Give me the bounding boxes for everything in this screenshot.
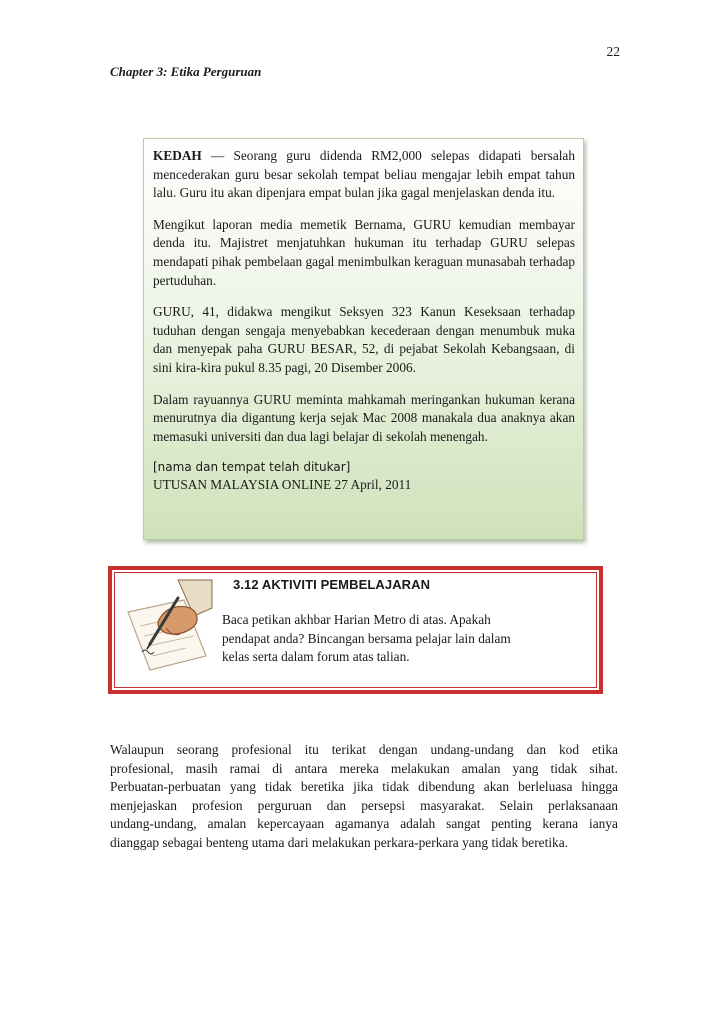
news-note: [nama dan tempat telah ditukar] [153, 460, 351, 475]
body-line-3: Perbuatan-perbuatan yang tidak beretika jika tidak dibendung akan berleluasa hingga [110, 779, 618, 795]
news-lead-word: KEDAH [153, 148, 202, 163]
activity-line-3: kelas serta dalam forum atas talian. [222, 649, 410, 665]
news-excerpt-box [143, 138, 584, 540]
body-line-2: profesional, masih ramai di antara mereka melakukan amalan yang tidak sihat. [110, 760, 618, 776]
news-paragraph-2: Mengikut laporan media memetik Bernama, GURU kemudian membayar denda itu. Majistret menjatuhkan hukuman itu terhadap GURU selepas mendapati pihak pembelaan gagal menimbulkan keraguan munasabah terhadap pertuduhan. [153, 216, 576, 288]
news-source: UTUSAN MALAYSIA ONLINE 27 April, 2011 [153, 477, 412, 493]
body-line-4: menjejaskan profesion perguruan dan persepsi masyarakat. Selain perlaksanaan [110, 797, 618, 813]
news-paragraph-1-text: — Seorang guru didenda RM2,000 selepas didapati bersalah mencederakan guru besar sekolah tempat beliau mengajar lebih empat tahun lalu. Guru itu akan dipenjara empat bulan jika gagal menjelaskan denda itu. [153, 148, 575, 201]
hand-writing-with-pen-icon [120, 578, 216, 674]
activity-line-2: pendapat anda? Bincangan bersama pelajar lain dalam [222, 630, 511, 646]
page-number: 22 [606, 44, 620, 59]
body-paragraph [110, 741, 618, 853]
news-paragraph-4: Dalam rayuannya GURU meminta mahkamah meringankan hukuman kerana menurutnya dia digantung kerja sejak Mac 2008 manakala dua anaknya akan memasuki universiti dan dua lagi belajar di sekolah menengah. [153, 391, 575, 444]
body-line-1: Walaupun seorang profesional itu terikat dengan undang-undang dan kod etika [110, 742, 618, 757]
news-paragraph-3: GURU, 41, didakwa mengikut Seksyen 323 Kanun Keseksaan terhadap tuduhan dengan sengaja menyebabkan kecederaan dengan menumbuk muka dan menyepak paha GURU BESAR, 52, di pejabat Sekolah Kebangsaan, di sini kira-kira pukul 8.35 pagi, 20 Disember 2006. [153, 304, 575, 375]
body-line-6: dianggap sebagai benteng utama dari melakukan perkara-perkara yang tidak beretika. [110, 834, 569, 850]
chapter-title: Chapter 3: Etika Perguruan [110, 64, 262, 79]
activity-box [108, 566, 603, 694]
body-line-5: undang-undang, amalan kepercayaan agamanya adalah sangat penting kerana ianya [110, 816, 618, 832]
news-paragraph-1 [153, 147, 575, 203]
activity-line-1: Baca petikan akhbar Harian Metro di atas. Apakah [222, 612, 491, 627]
activity-instructions [222, 611, 562, 667]
activity-title: 3.12 AKTIVITI PEMBELAJARAN [233, 577, 431, 592]
